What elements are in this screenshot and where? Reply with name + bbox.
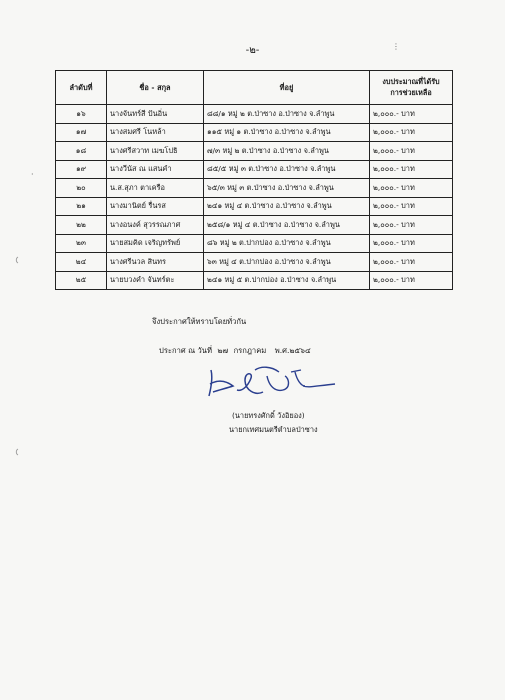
row-amount: ๒,๐๐๐.- บาท — [370, 216, 453, 235]
header-seq: ลำดับที่ — [56, 71, 107, 105]
header-budget — [370, 71, 453, 105]
row-seq: ๑๙ — [56, 160, 107, 179]
row-address: ๘๘/๑ หมู่ ๒ ต.ป่าซาง อ.ป่าซาง จ.ลำพูน — [204, 105, 370, 124]
row-name: นางศรีสวาท เมฆโปธิ — [107, 142, 204, 161]
row-seq: ๒๕ — [56, 271, 107, 290]
table-row — [56, 216, 453, 235]
table-row — [56, 105, 453, 124]
dateline-prefix: ประกาศ ณ วันที่ — [159, 346, 212, 355]
row-amount: ๒,๐๐๐.- บาท — [370, 105, 453, 124]
table-row — [56, 160, 453, 179]
row-amount: ๒,๐๐๐.- บาท — [370, 142, 453, 161]
punch-hole-mark — [12, 448, 20, 456]
table-row — [56, 142, 453, 161]
header-budget-line2: การช่วยเหลือ — [390, 87, 432, 97]
table-header-row — [56, 71, 453, 105]
announcement-text: จึงประกาศให้ทราบโดยทั่วกัน — [152, 317, 247, 326]
row-address: ๘๖ หมู่ ๒ ต.ปากบ่อง อ.ป่าซาง จ.ลำพูน — [204, 234, 370, 253]
row-seq: ๑๗ — [56, 123, 107, 142]
signer-title: นายกเทศมนตรีตำบลป่าซาง — [229, 425, 318, 434]
signature-graphic — [205, 362, 345, 408]
row-address: ๖๓ หมู่ ๔ ต.ปากบ่อง อ.ป่าซาง จ.ลำพูน — [204, 253, 370, 272]
row-seq: ๑๘ — [56, 142, 107, 161]
row-address: ๖๕/๓ หมู่ ๓ ต.ป่าซาง อ.ป่าซาง จ.ลำพูน — [204, 179, 370, 198]
row-amount: ๒,๐๐๐.- บาท — [370, 160, 453, 179]
dateline — [159, 345, 311, 357]
table-body — [56, 105, 453, 290]
table-row — [56, 234, 453, 253]
header-name: ชื่อ - สกุล — [107, 71, 204, 105]
row-address: ๒๔๑ หมู่ ๕ ต.ปากบ่อง อ.ป่าซาง จ.ลำพูน — [204, 271, 370, 290]
row-name: นางวีนัส ณ แสนคำ — [107, 160, 204, 179]
row-seq: ๒๒ — [56, 216, 107, 235]
dateline-month: กรกฎาคม — [233, 346, 267, 355]
row-amount: ๒,๐๐๐.- บาท — [370, 253, 453, 272]
table-row — [56, 179, 453, 198]
row-address: ๑๑๕ หมู่ ๑ ต.ป่าซาง อ.ป่าซาง จ.ลำพูน — [204, 123, 370, 142]
row-address: ๘๕/๕ หมู่ ๓ ต.ป่าซาง อ.ป่าซาง จ.ลำพูน — [204, 160, 370, 179]
signer-name: (นายทรงศักดิ์ วังอิยอง) — [232, 411, 305, 420]
row-amount: ๒,๐๐๐.- บาท — [370, 179, 453, 198]
table-row — [56, 253, 453, 272]
row-seq: ๒๐ — [56, 179, 107, 198]
row-amount: ๒,๐๐๐.- บาท — [370, 123, 453, 142]
row-seq: ๑๖ — [56, 105, 107, 124]
row-seq: ๒๓ — [56, 234, 107, 253]
dateline-day: ๒๗ — [217, 346, 229, 355]
dateline-year: พ.ศ.๒๕๖๔ — [274, 346, 311, 355]
recipient-table — [55, 70, 453, 290]
scan-mark-left: · — [31, 170, 34, 179]
header-budget-line1: งบประมาณที่ได้รับ — [382, 76, 440, 86]
row-amount: ๒,๐๐๐.- บาท — [370, 234, 453, 253]
row-name: นางศรีนวล สินทร — [107, 253, 204, 272]
row-address: ๒๕๘/๑ หมู่ ๔ ต.ป่าซาง อ.ป่าซาง จ.ลำพูน — [204, 216, 370, 235]
signature — [205, 362, 345, 412]
row-name: นางสมศรี โนหล้า — [107, 123, 204, 142]
row-name: นางอนงค์ สุวรรณภาศ — [107, 216, 204, 235]
row-amount: ๒,๐๐๐.- บาท — [370, 271, 453, 290]
table-row — [56, 271, 453, 290]
punch-hole-mark — [12, 256, 20, 264]
row-amount: ๒,๐๐๐.- บาท — [370, 197, 453, 216]
row-name: นายบวงคำ จันทร์ตะ — [107, 271, 204, 290]
row-name: นางจันทร์สี ปันอิ่น — [107, 105, 204, 124]
row-name: น.ส.สุภา ตาเครือ — [107, 179, 204, 198]
row-address: ๒๔๑ หมู่ ๔ ต.ป่าซาง อ.ป่าซาง จ.ลำพูน — [204, 197, 370, 216]
scan-mark: ⋮ — [392, 42, 400, 51]
header-address: ที่อยู่ — [204, 71, 370, 105]
page-number: -๒- — [245, 45, 260, 56]
row-name: นางมานิตย์ รื่นรส — [107, 197, 204, 216]
row-address: ๗/๓ หมู่ ๒ ต.ป่าซาง อ.ป่าซาง จ.ลำพูน — [204, 142, 370, 161]
row-name: นายสมคิด เจริญทรัพย์ — [107, 234, 204, 253]
table-row — [56, 197, 453, 216]
row-seq: ๒๑ — [56, 197, 107, 216]
table-row — [56, 123, 453, 142]
row-seq: ๒๔ — [56, 253, 107, 272]
